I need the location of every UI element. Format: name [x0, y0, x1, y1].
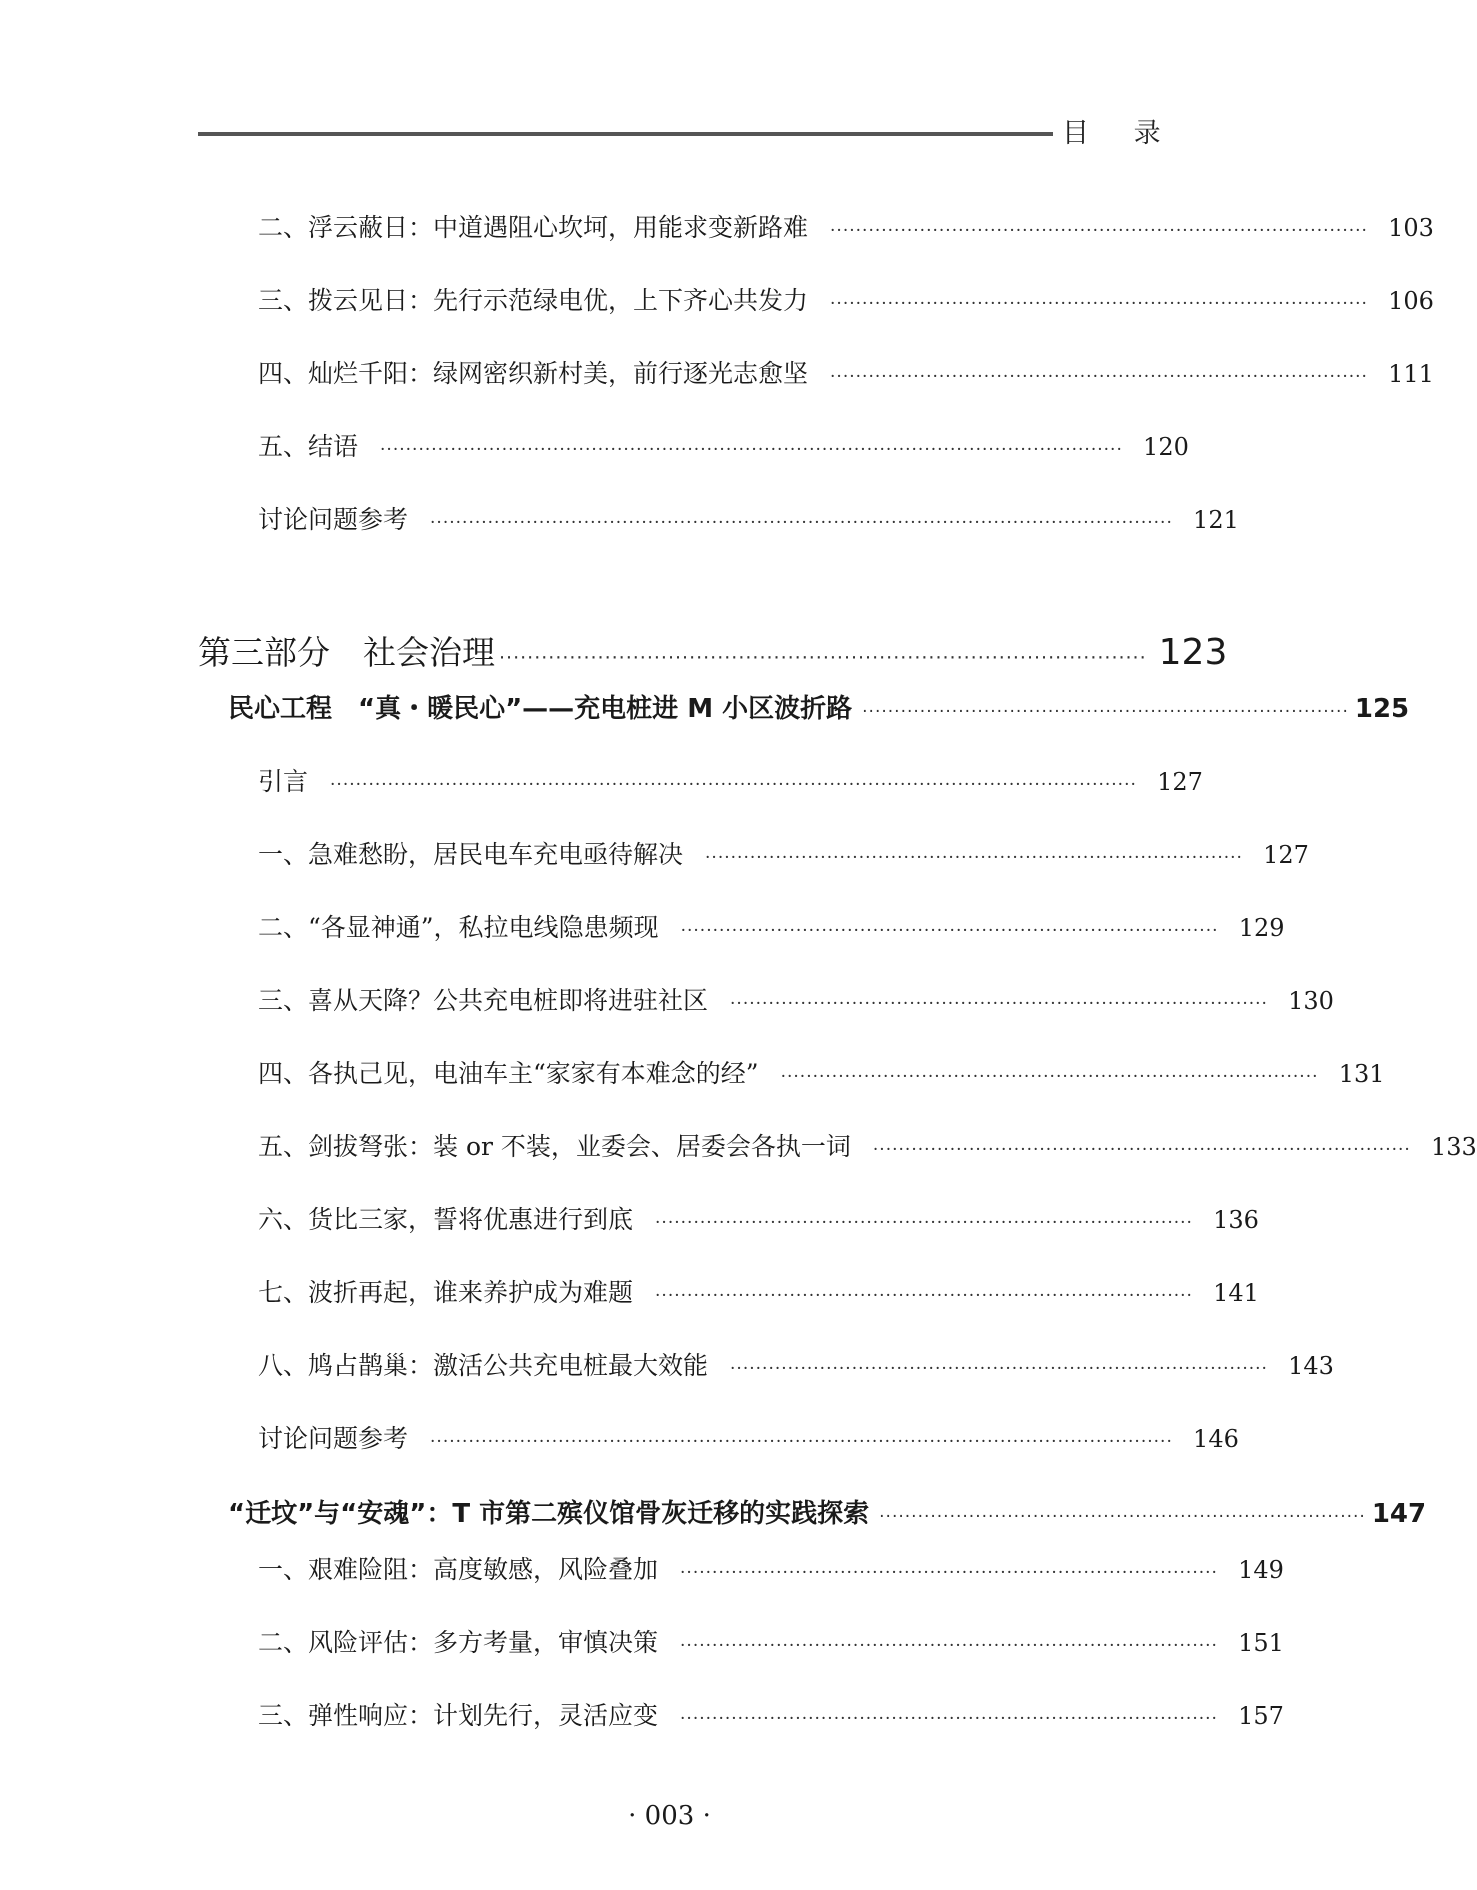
toc-part-page: 123 — [1158, 632, 1228, 673]
toc-entry-page: 111 — [1388, 360, 1434, 388]
toc-chapter-title: “迁坟”与“安魂”：T 市第二殡仪馆骨灰迁移的实践探索 — [228, 1499, 870, 1529]
toc-chapter-page: 147 — [1371, 1499, 1427, 1529]
toc-entry-title: 一、艰难险阻：高度敏感，风险叠加 — [258, 1555, 659, 1584]
dot-leader: ···················································································· — [705, 848, 1243, 868]
toc-chapter-page: 125 — [1354, 694, 1410, 724]
dot-leader: ···················································································································· — [380, 440, 1123, 460]
dot-leader: ···················································································· — [730, 1359, 1268, 1379]
toc-entry[interactable] — [258, 1273, 1259, 1313]
toc-entry-page: 157 — [1238, 1702, 1284, 1730]
dot-leader: ···················································································· — [680, 1636, 1218, 1656]
toc-chapter-title: 民心工程 “真・暖民心”——充电桩进 M 小区波折路 — [228, 694, 853, 724]
toc-entry-page: 136 — [1213, 1206, 1259, 1234]
toc-entry-title: 六、货比三家，誓将优惠进行到底 — [258, 1205, 634, 1234]
toc-entry[interactable] — [258, 835, 1309, 875]
toc-entry[interactable] — [258, 1200, 1259, 1240]
toc-entry-page: 151 — [1238, 1629, 1284, 1657]
toc-entry[interactable] — [258, 1127, 1477, 1167]
toc-entry-title: 五、剑拔弩张：装 or 不装，业委会、居委会各执一词 — [258, 1132, 851, 1161]
toc-entry-page: 121 — [1193, 506, 1239, 534]
toc-entry[interactable] — [258, 1346, 1334, 1386]
toc-entry[interactable] — [258, 500, 1239, 540]
toc-chapter-heading[interactable] — [228, 1493, 1427, 1535]
toc-entry-title: 一、急难愁盼，居民电车充电亟待解决 — [258, 840, 684, 869]
toc-entry[interactable] — [258, 762, 1203, 802]
toc-entry[interactable] — [258, 981, 1334, 1021]
toc-entry[interactable] — [258, 1696, 1284, 1736]
toc-entry-page: 106 — [1388, 287, 1434, 315]
toc-entry-title: 二、风险评估：多方考量，审慎决策 — [258, 1628, 659, 1657]
toc-entry-page: 120 — [1143, 433, 1189, 461]
toc-entry[interactable] — [258, 1054, 1385, 1094]
toc-entry[interactable] — [258, 208, 1434, 248]
toc-entry-page: 127 — [1157, 768, 1203, 796]
dot-leader: ···················································································································· — [430, 513, 1173, 533]
toc-part-heading[interactable] — [198, 628, 1228, 678]
toc-entry-title: 二、浮云蔽日：中道遇阻心坎坷，用能求变新路难 — [258, 213, 809, 242]
toc-entry-title: 三、弹性响应：计划先行，灵活应变 — [258, 1701, 659, 1730]
toc-entry-page: 141 — [1213, 1279, 1259, 1307]
dot-leader: ···························································································· — [499, 647, 1147, 669]
toc-entry-title: 引言 — [258, 767, 309, 796]
toc-entry-page: 146 — [1193, 1425, 1239, 1453]
toc-chapter-heading[interactable] — [228, 688, 1410, 730]
toc-entry-page: 133 — [1431, 1133, 1477, 1161]
toc-entry[interactable] — [258, 281, 1434, 321]
toc-entry-title: 五、结语 — [258, 432, 359, 461]
toc-entry[interactable] — [258, 427, 1189, 467]
running-header-title: 目 录 — [1062, 118, 1179, 149]
toc-entry-title: 四、各执己见，电油车主“家家有本难念的经” — [258, 1059, 759, 1088]
toc-entry-page: 129 — [1238, 914, 1285, 942]
page-number: · 003 · — [628, 1801, 711, 1831]
dot-leader: ···················································································· — [830, 221, 1368, 241]
header-rule — [198, 132, 1053, 136]
dot-leader: ···················································································· — [680, 921, 1219, 941]
toc-entry-title: 三、拨云见日：先行示范绿电优，上下齐心共发力 — [258, 286, 809, 315]
toc-entry[interactable] — [258, 1623, 1284, 1663]
dot-leader: ···················································································· — [655, 1286, 1193, 1306]
toc-entry-title: 二、“各显神通”，私拉电线隐患频现 — [258, 913, 659, 942]
toc-entry-page: 149 — [1238, 1556, 1284, 1584]
toc-entry[interactable] — [258, 908, 1285, 948]
dot-leader: ···················································································· — [872, 1140, 1411, 1160]
toc-entry-title: 四、灿烂千阳：绿网密织新村美，前行逐光志愈坚 — [258, 359, 809, 388]
dot-leader: ···················································································· — [655, 1213, 1193, 1233]
dot-leader: ···················································································· — [680, 1709, 1218, 1729]
dot-leader: ···················································································· — [830, 294, 1368, 314]
dot-leader: ············································································ — [862, 702, 1349, 722]
dot-leader: ············································································ — [879, 1507, 1366, 1527]
toc-entry-title: 八、鸠占鹊巢：激活公共充电桩最大效能 — [258, 1351, 709, 1380]
dot-leader: ···················································································· — [680, 1563, 1218, 1583]
toc-entry[interactable] — [258, 1419, 1239, 1459]
toc-entry-title: 七、波折再起，谁来养护成为难题 — [258, 1278, 634, 1307]
toc-entry-title: 讨论问题参考 — [258, 505, 409, 534]
toc-entry[interactable] — [258, 354, 1434, 394]
toc-entry-title: 三、喜从天降？公共充电桩即将进驻社区 — [258, 986, 709, 1015]
toc-entry[interactable] — [258, 1550, 1284, 1590]
toc-entry-page: 130 — [1288, 987, 1334, 1015]
dot-leader: ······························································································································ — [330, 775, 1137, 795]
toc-part-title: 第三部分 社会治理 — [198, 633, 495, 672]
toc-entry-page: 103 — [1388, 214, 1434, 242]
toc-entry-page: 143 — [1288, 1352, 1334, 1380]
toc-entry-page: 127 — [1263, 841, 1309, 869]
dot-leader: ···················································································································· — [430, 1432, 1173, 1452]
toc-entry-page: 131 — [1338, 1060, 1385, 1088]
toc-entry-title: 讨论问题参考 — [258, 1424, 409, 1453]
dot-leader: ···················································································· — [780, 1067, 1319, 1087]
dot-leader: ···················································································· — [830, 367, 1368, 387]
dot-leader: ···················································································· — [730, 994, 1268, 1014]
